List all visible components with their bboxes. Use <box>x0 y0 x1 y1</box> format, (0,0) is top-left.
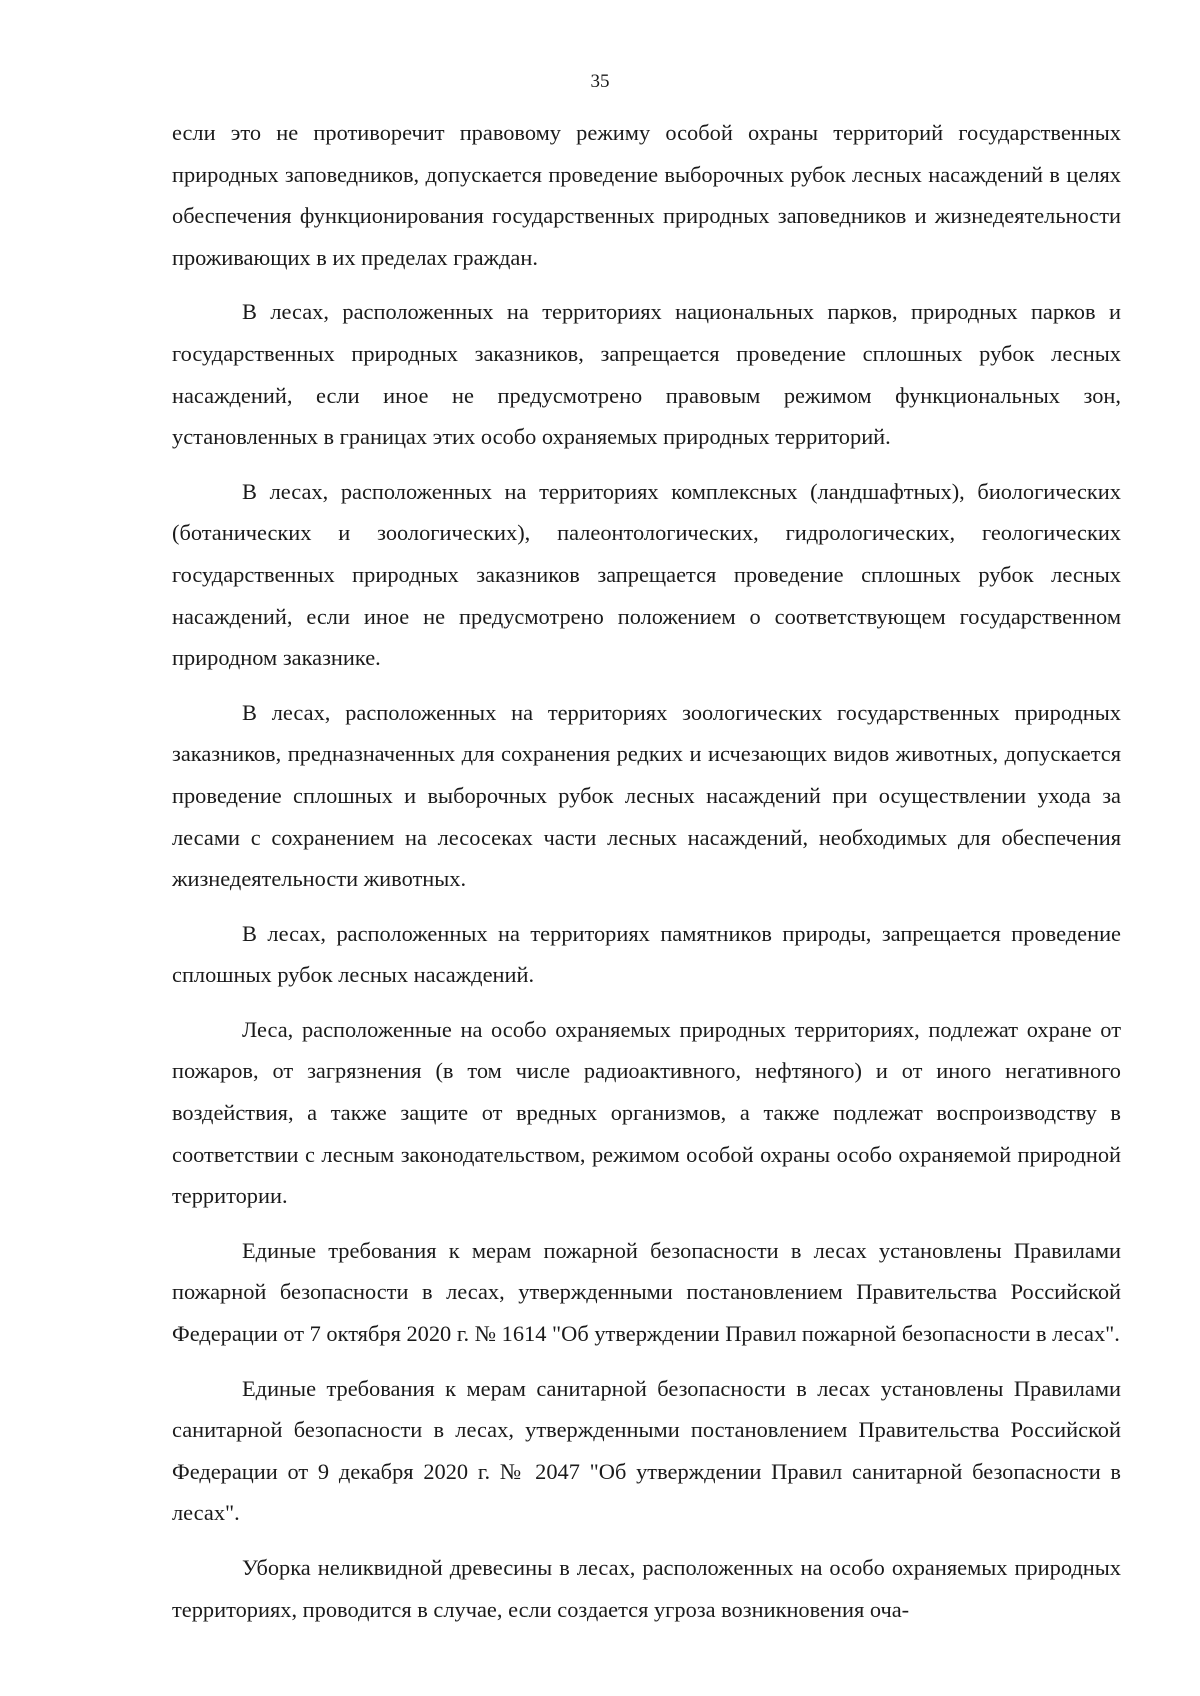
paragraph-sanitary-safety: Единые требования к мерам санитарной безопасности в лесах установлены Правилами санитарной безопасности в лесах, утвержденными постановлением Правительства Российской Федерации от 9 декабря 2020 г. № 2047 "Об утверждении Правил санитарной безопасности в лесах". <box>172 1375 1121 1526</box>
paragraph-fire-safety: Единые требования к мерам пожарной безопасности в лесах установлены Правилами пожарной безопасности в лесах, утвержденными постановлением Правительства Российской Федерации от 7 октября 2020 г. № 1614 "Об утверждении Правил пожарной безопасности в лесах". <box>172 1237 1121 1347</box>
paragraph-deadwood-removal: Уборка неликвидной древесины в лесах, расположенных на особо охраняемых природных территориях, проводится в случае, если создается угроза возникновения оча- <box>172 1555 1121 1622</box>
paragraph-complex-zakazniki: В лесах, расположенных на территориях комплексных (ландшафтных), биологических (ботанических и зоологических), палеонтологических, гидрологических, геологических государственных природных заказников запрещается проведение сплошных рубок лесных насаждений, если иное не предусмотрено положением о соответствующем государственном природном заказнике. <box>172 478 1121 671</box>
paragraph-nature-monuments: В лесах, расположенных на территориях памятников природы, запрещается проведение сплошных рубок лесных насаждений. <box>172 920 1121 988</box>
page-number: 35 <box>590 71 610 92</box>
paragraph-zapovedniki-continuation: если это не противоречит правовому режиму особой охраны территорий государственных природных заповедников, допускается проведение выборочных рубок лесных насаждений в целях обеспечения функционирования государственных природных заповедников и жизнедеятельности проживающих в их пределах граждан. <box>172 120 1121 270</box>
body-text <box>172 112 1121 1643</box>
paragraph-national-parks: В лесах, расположенных на территориях национальных парков, природных парков и государственных природных заказников, запрещается проведение сплошных рубок лесных насаждений, если иное не предусмотрено правовым режимом функциональных зон, установленных в границах этих особо охраняемых природных территорий. <box>172 299 1121 450</box>
paragraph-zoological-zakazniki: В лесах, расположенных на территориях зоологических государственных природных заказников, предназначенных для сохранения редких и исчезающих видов животных, допускается проведение сплошных и выборочных рубок лесных насаждений при осуществлении ухода за лесами с сохранением на лесосеках части лесных насаждений, необходимых для обеспечения жизнедеятельности животных. <box>172 699 1121 892</box>
paragraph-forest-protection: Леса, расположенные на особо охраняемых природных территориях, подлежат охране от пожаров, от загрязнения (в том числе радиоактивного, нефтяного) и от иного негативного воздействия, а также защите от вредных организмов, а также подлежат воспроизводству в соответствии с лесным законодательством, режимом особой охраны особо охраняемой природной территории. <box>172 1016 1121 1209</box>
